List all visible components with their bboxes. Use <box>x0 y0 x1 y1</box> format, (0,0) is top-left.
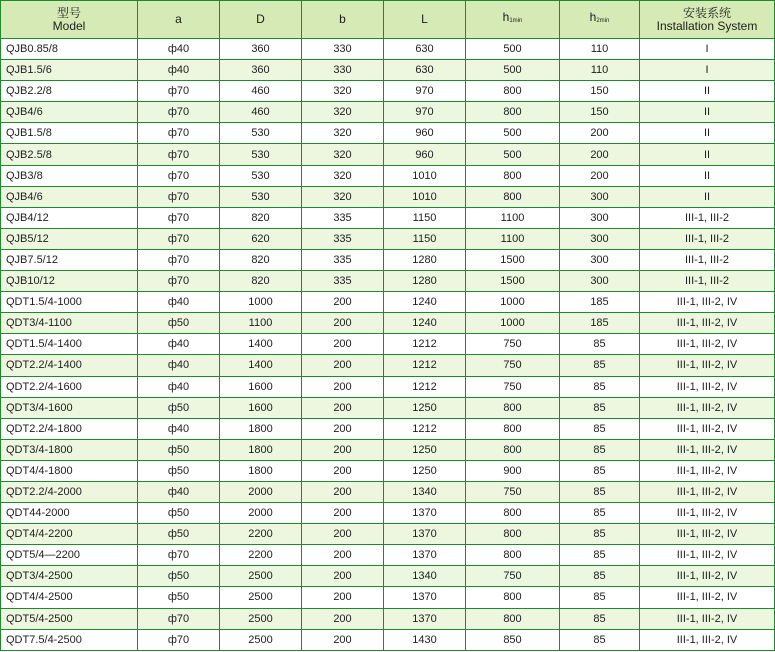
h1min-cell: 1100 <box>466 228 560 249</box>
table-row <box>1 545 775 566</box>
d-cell: 460 <box>220 81 302 102</box>
h1min-cell: 750 <box>466 481 560 502</box>
h1min-cell: 1500 <box>466 249 560 270</box>
table-row <box>1 397 775 418</box>
b-cell: 200 <box>302 503 384 524</box>
model-cell: QJB7.5/12 <box>1 249 138 270</box>
d-cell: 460 <box>220 102 302 123</box>
a-cell: ф40 <box>138 355 220 376</box>
model-cell: QDT3/4-1800 <box>1 439 138 460</box>
a-cell: ф50 <box>138 313 220 334</box>
model-cell: QJB4/12 <box>1 207 138 228</box>
h1min-cell: 850 <box>466 629 560 650</box>
model-cell: QJB1.5/6 <box>1 60 138 81</box>
a-cell: ф70 <box>138 165 220 186</box>
b-cell: 320 <box>302 165 384 186</box>
installation-cell: III-1, III-2, IV <box>640 460 775 481</box>
table-row <box>1 355 775 376</box>
header-l: L <box>384 1 466 39</box>
table-row <box>1 376 775 397</box>
header-h1min-base: h <box>502 10 510 24</box>
b-cell: 200 <box>302 629 384 650</box>
h2min-cell: 300 <box>560 249 640 270</box>
a-cell: ф40 <box>138 481 220 502</box>
model-cell: QJB2.2/8 <box>1 81 138 102</box>
l-cell: 1250 <box>384 439 466 460</box>
h2min-cell: 85 <box>560 376 640 397</box>
header-h1min <box>466 1 560 39</box>
model-cell: QDT4/4-1800 <box>1 460 138 481</box>
installation-cell: III-1, III-2 <box>640 249 775 270</box>
h1min-cell: 800 <box>466 81 560 102</box>
installation-cell: III-1, III-2, IV <box>640 334 775 355</box>
d-cell: 1800 <box>220 439 302 460</box>
b-cell: 200 <box>302 439 384 460</box>
header-d: D <box>220 1 302 39</box>
l-cell: 1150 <box>384 207 466 228</box>
model-cell: QDT4/4-2500 <box>1 587 138 608</box>
a-cell: ф70 <box>138 102 220 123</box>
h2min-cell: 85 <box>560 503 640 524</box>
header-row <box>1 1 775 39</box>
installation-cell: III-1, III-2 <box>640 207 775 228</box>
a-cell: ф50 <box>138 439 220 460</box>
h2min-cell: 300 <box>560 271 640 292</box>
d-cell: 820 <box>220 271 302 292</box>
a-cell: ф50 <box>138 587 220 608</box>
installation-cell: III-1, III-2, IV <box>640 355 775 376</box>
h2min-cell: 200 <box>560 165 640 186</box>
a-cell: ф70 <box>138 271 220 292</box>
d-cell: 2000 <box>220 481 302 502</box>
h2min-cell: 200 <box>560 144 640 165</box>
h1min-cell: 800 <box>466 397 560 418</box>
h2min-cell: 150 <box>560 102 640 123</box>
spec-table-body <box>1 39 775 651</box>
a-cell: ф70 <box>138 228 220 249</box>
header-h2min-base: h <box>589 10 597 24</box>
h2min-cell: 185 <box>560 292 640 313</box>
l-cell: 1370 <box>384 587 466 608</box>
l-cell: 970 <box>384 81 466 102</box>
l-cell: 1370 <box>384 608 466 629</box>
d-cell: 1400 <box>220 334 302 355</box>
table-row <box>1 249 775 270</box>
b-cell: 200 <box>302 545 384 566</box>
h1min-cell: 750 <box>466 376 560 397</box>
h1min-cell: 800 <box>466 545 560 566</box>
installation-cell: III-1, III-2, IV <box>640 376 775 397</box>
h2min-cell: 85 <box>560 524 640 545</box>
d-cell: 1600 <box>220 397 302 418</box>
installation-cell: III-1, III-2 <box>640 271 775 292</box>
l-cell: 1250 <box>384 460 466 481</box>
l-cell: 1240 <box>384 313 466 334</box>
b-cell: 330 <box>302 39 384 60</box>
header-install-en: Installation System <box>656 18 758 33</box>
a-cell: ф40 <box>138 39 220 60</box>
b-cell: 320 <box>302 81 384 102</box>
table-row <box>1 39 775 60</box>
h2min-cell: 85 <box>560 355 640 376</box>
b-cell: 320 <box>302 144 384 165</box>
header-model-cn: 型号 <box>56 5 81 20</box>
b-cell: 320 <box>302 186 384 207</box>
d-cell: 1800 <box>220 460 302 481</box>
installation-cell: II <box>640 144 775 165</box>
installation-cell: II <box>640 102 775 123</box>
a-cell: ф70 <box>138 545 220 566</box>
b-cell: 335 <box>302 249 384 270</box>
h1min-cell: 800 <box>466 503 560 524</box>
l-cell: 1212 <box>384 418 466 439</box>
a-cell: ф50 <box>138 460 220 481</box>
h2min-cell: 85 <box>560 608 640 629</box>
installation-cell: III-1, III-2, IV <box>640 545 775 566</box>
l-cell: 1430 <box>384 629 466 650</box>
d-cell: 360 <box>220 39 302 60</box>
d-cell: 530 <box>220 165 302 186</box>
table-row <box>1 503 775 524</box>
b-cell: 200 <box>302 460 384 481</box>
model-cell: QDT1.5/4-1000 <box>1 292 138 313</box>
h2min-cell: 85 <box>560 460 640 481</box>
h1min-cell: 500 <box>466 60 560 81</box>
l-cell: 1212 <box>384 376 466 397</box>
b-cell: 200 <box>302 418 384 439</box>
header-installation-system <box>640 1 775 39</box>
model-cell: QDT2.2/4-1800 <box>1 418 138 439</box>
l-cell: 1212 <box>384 355 466 376</box>
l-cell: 1340 <box>384 566 466 587</box>
model-cell: QDT2.2/4-2000 <box>1 481 138 502</box>
installation-cell: III-1, III-2, IV <box>640 566 775 587</box>
h1min-cell: 800 <box>466 524 560 545</box>
table-row <box>1 60 775 81</box>
a-cell: ф50 <box>138 503 220 524</box>
h1min-cell: 750 <box>466 355 560 376</box>
header-b: b <box>302 1 384 39</box>
a-cell: ф70 <box>138 81 220 102</box>
installation-cell: III-1, III-2, IV <box>640 292 775 313</box>
d-cell: 620 <box>220 228 302 249</box>
l-cell: 1212 <box>384 334 466 355</box>
a-cell: ф50 <box>138 524 220 545</box>
model-cell: QJB10/12 <box>1 271 138 292</box>
table-row <box>1 566 775 587</box>
h2min-cell: 85 <box>560 439 640 460</box>
model-cell: QDT1.5/4-1400 <box>1 334 138 355</box>
l-cell: 970 <box>384 102 466 123</box>
l-cell: 1280 <box>384 249 466 270</box>
b-cell: 335 <box>302 207 384 228</box>
installation-cell: II <box>640 123 775 144</box>
table-row <box>1 271 775 292</box>
l-cell: 1010 <box>384 165 466 186</box>
installation-cell: II <box>640 165 775 186</box>
l-cell: 1340 <box>384 481 466 502</box>
installation-cell: III-1, III-2, IV <box>640 418 775 439</box>
h2min-cell: 185 <box>560 313 640 334</box>
table-row <box>1 165 775 186</box>
d-cell: 1400 <box>220 355 302 376</box>
a-cell: ф70 <box>138 144 220 165</box>
h2min-cell: 85 <box>560 418 640 439</box>
installation-cell: III-1, III-2 <box>640 228 775 249</box>
header-a: a <box>138 1 220 39</box>
d-cell: 820 <box>220 249 302 270</box>
a-cell: ф70 <box>138 123 220 144</box>
installation-cell: I <box>640 39 775 60</box>
h2min-cell: 85 <box>560 481 640 502</box>
model-cell: QJB2.5/8 <box>1 144 138 165</box>
l-cell: 1370 <box>384 545 466 566</box>
h2min-cell: 300 <box>560 228 640 249</box>
h1min-cell: 500 <box>466 144 560 165</box>
b-cell: 200 <box>302 608 384 629</box>
header-model <box>1 1 138 39</box>
model-cell: QDT3/4-2500 <box>1 566 138 587</box>
a-cell: ф40 <box>138 292 220 313</box>
a-cell: ф70 <box>138 608 220 629</box>
h2min-cell: 300 <box>560 186 640 207</box>
h2min-cell: 85 <box>560 545 640 566</box>
table-row <box>1 228 775 249</box>
b-cell: 200 <box>302 355 384 376</box>
b-cell: 200 <box>302 292 384 313</box>
h1min-cell: 800 <box>466 165 560 186</box>
a-cell: ф40 <box>138 376 220 397</box>
b-cell: 200 <box>302 313 384 334</box>
model-cell: QDT3/4-1100 <box>1 313 138 334</box>
installation-cell: III-1, III-2, IV <box>640 397 775 418</box>
model-cell: QJB5/12 <box>1 228 138 249</box>
d-cell: 1600 <box>220 376 302 397</box>
h2min-cell: 300 <box>560 207 640 228</box>
h1min-cell: 750 <box>466 334 560 355</box>
b-cell: 320 <box>302 102 384 123</box>
header-h2min-sub: 2min <box>596 18 610 24</box>
b-cell: 200 <box>302 587 384 608</box>
d-cell: 2000 <box>220 503 302 524</box>
model-cell: QJB4/6 <box>1 102 138 123</box>
table-row <box>1 629 775 650</box>
header-h1min-sub: 1min <box>509 18 523 24</box>
table-row <box>1 439 775 460</box>
table-row <box>1 587 775 608</box>
a-cell: ф50 <box>138 566 220 587</box>
a-cell: ф40 <box>138 334 220 355</box>
installation-cell: III-1, III-2, IV <box>640 503 775 524</box>
d-cell: 2200 <box>220 545 302 566</box>
h2min-cell: 85 <box>560 566 640 587</box>
table-row <box>1 313 775 334</box>
d-cell: 1800 <box>220 418 302 439</box>
h1min-cell: 1000 <box>466 313 560 334</box>
model-cell: QJB3/8 <box>1 165 138 186</box>
header-install-cn: 安装系统 <box>682 5 731 20</box>
h1min-cell: 750 <box>466 566 560 587</box>
b-cell: 335 <box>302 228 384 249</box>
d-cell: 2500 <box>220 608 302 629</box>
b-cell: 335 <box>302 271 384 292</box>
h2min-cell: 200 <box>560 123 640 144</box>
model-cell: QJB4/6 <box>1 186 138 207</box>
l-cell: 1250 <box>384 397 466 418</box>
b-cell: 200 <box>302 524 384 545</box>
installation-cell: III-1, III-2, IV <box>640 481 775 502</box>
model-cell: QJB0.85/8 <box>1 39 138 60</box>
installation-cell: III-1, III-2, IV <box>640 608 775 629</box>
table-row <box>1 524 775 545</box>
h1min-cell: 800 <box>466 186 560 207</box>
b-cell: 200 <box>302 334 384 355</box>
a-cell: ф70 <box>138 629 220 650</box>
model-cell: QDT3/4-1600 <box>1 397 138 418</box>
h2min-cell: 85 <box>560 397 640 418</box>
l-cell: 1150 <box>384 228 466 249</box>
h2min-cell: 85 <box>560 587 640 608</box>
d-cell: 530 <box>220 123 302 144</box>
table-row <box>1 292 775 313</box>
model-cell: QDT2.2/4-1400 <box>1 355 138 376</box>
b-cell: 200 <box>302 481 384 502</box>
installation-cell: II <box>640 81 775 102</box>
header-model-en: Model <box>52 18 86 33</box>
d-cell: 2500 <box>220 587 302 608</box>
table-row <box>1 186 775 207</box>
installation-cell: III-1, III-2, IV <box>640 524 775 545</box>
table-row <box>1 123 775 144</box>
a-cell: ф50 <box>138 397 220 418</box>
a-cell: ф70 <box>138 207 220 228</box>
h1min-cell: 1500 <box>466 271 560 292</box>
table-row <box>1 481 775 502</box>
table-row <box>1 81 775 102</box>
table-row <box>1 144 775 165</box>
d-cell: 530 <box>220 186 302 207</box>
l-cell: 630 <box>384 39 466 60</box>
h1min-cell: 800 <box>466 608 560 629</box>
h2min-cell: 150 <box>560 81 640 102</box>
installation-cell: III-1, III-2, IV <box>640 313 775 334</box>
table-row <box>1 460 775 481</box>
table-row <box>1 608 775 629</box>
table-row <box>1 102 775 123</box>
table-row <box>1 418 775 439</box>
l-cell: 630 <box>384 60 466 81</box>
d-cell: 530 <box>220 144 302 165</box>
model-cell: QDT2.2/4-1600 <box>1 376 138 397</box>
h1min-cell: 800 <box>466 587 560 608</box>
installation-cell: III-1, III-2, IV <box>640 439 775 460</box>
b-cell: 330 <box>302 60 384 81</box>
d-cell: 2500 <box>220 629 302 650</box>
l-cell: 1010 <box>384 186 466 207</box>
h2min-cell: 85 <box>560 629 640 650</box>
l-cell: 1370 <box>384 524 466 545</box>
b-cell: 200 <box>302 376 384 397</box>
model-cell: QDT44-2000 <box>1 503 138 524</box>
h1min-cell: 500 <box>466 123 560 144</box>
model-cell: QDT5/4—2200 <box>1 545 138 566</box>
table-row <box>1 207 775 228</box>
l-cell: 1280 <box>384 271 466 292</box>
installation-cell: I <box>640 60 775 81</box>
d-cell: 2500 <box>220 566 302 587</box>
h1min-cell: 800 <box>466 439 560 460</box>
h2min-cell: 85 <box>560 334 640 355</box>
table-row <box>1 334 775 355</box>
a-cell: ф40 <box>138 418 220 439</box>
b-cell: 200 <box>302 566 384 587</box>
d-cell: 360 <box>220 60 302 81</box>
h1min-cell: 500 <box>466 39 560 60</box>
h2min-cell: 110 <box>560 39 640 60</box>
installation-cell: III-1, III-2, IV <box>640 587 775 608</box>
d-cell: 1100 <box>220 313 302 334</box>
model-cell: QDT4/4-2200 <box>1 524 138 545</box>
model-cell: QDT5/4-2500 <box>1 608 138 629</box>
d-cell: 820 <box>220 207 302 228</box>
l-cell: 1240 <box>384 292 466 313</box>
a-cell: ф70 <box>138 249 220 270</box>
h1min-cell: 1100 <box>466 207 560 228</box>
h1min-cell: 900 <box>466 460 560 481</box>
l-cell: 960 <box>384 144 466 165</box>
h2min-cell: 110 <box>560 60 640 81</box>
installation-cell: II <box>640 186 775 207</box>
installation-cell: III-1, III-2, IV <box>640 629 775 650</box>
a-cell: ф40 <box>138 60 220 81</box>
l-cell: 1370 <box>384 503 466 524</box>
l-cell: 960 <box>384 123 466 144</box>
model-cell: QJB1.5/8 <box>1 123 138 144</box>
d-cell: 1000 <box>220 292 302 313</box>
h1min-cell: 1000 <box>466 292 560 313</box>
header-h2min <box>560 1 640 39</box>
model-cell: QDT7.5/4-2500 <box>1 629 138 650</box>
d-cell: 2200 <box>220 524 302 545</box>
a-cell: ф70 <box>138 186 220 207</box>
b-cell: 320 <box>302 123 384 144</box>
h1min-cell: 800 <box>466 418 560 439</box>
b-cell: 200 <box>302 397 384 418</box>
h1min-cell: 800 <box>466 102 560 123</box>
